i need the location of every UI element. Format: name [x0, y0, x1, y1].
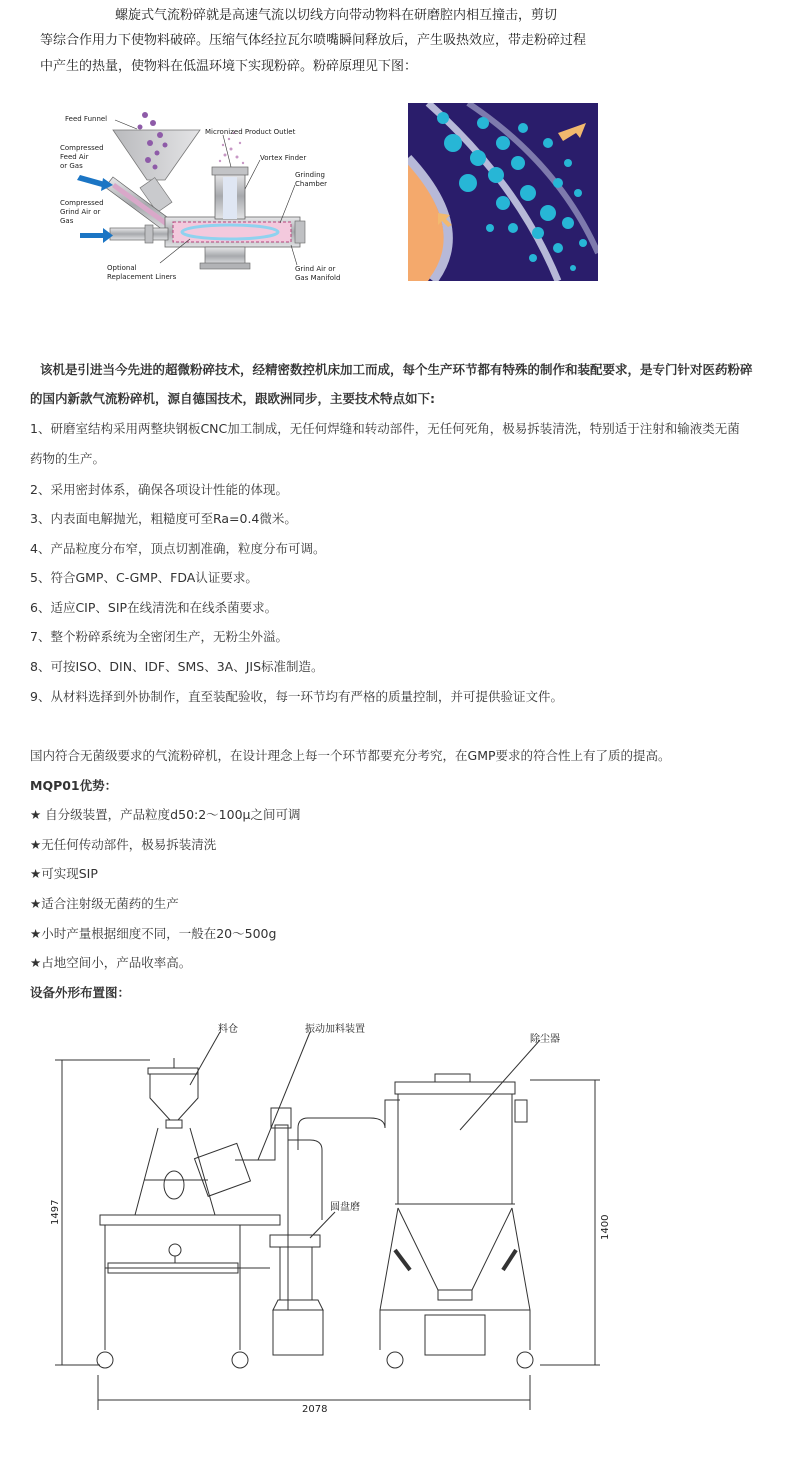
label-compressed-grind: Compressed [60, 199, 104, 207]
advantage-item: ★适合注射级无菌药的生产 [30, 896, 179, 911]
label-vibrating-feeder: 振动加料装置 [305, 1024, 365, 1035]
jet-mill-diagram [55, 105, 380, 295]
feature-item: 8、可按ISO、DIN、IDF、SMS、3A、JIS标准制造。 [30, 659, 324, 674]
advantages-title: MQP01优势： [30, 778, 118, 793]
advantage-item: ★无任何传动部件，极易拆装清洗 [30, 837, 217, 852]
dimension-width: 2078 [302, 1404, 328, 1415]
label-compressed-feed: Feed Air [60, 153, 89, 161]
label-grinding-chamber: Chamber [295, 180, 328, 188]
label-disc-mill: 圆盘磨 [330, 1202, 360, 1213]
feature-item: 9、从材料选择到外协制作，直至装配验收，每一环节均有严格的质量控制，并可提供验证文件。 [30, 689, 563, 704]
advantage-item: ★ 自分级装置，产品粒度d50:2～100μ之间可调 [30, 807, 301, 822]
advantage-item: ★小时产量根据细度不同，一般在20～500g [30, 926, 277, 941]
dimension-height-1: 1497 [50, 1199, 61, 1225]
label-product-outlet: Micronized Product Outlet [205, 128, 296, 136]
feature-item: 5、符合GMP、C-GMP、FDA认证要求。 [30, 570, 258, 585]
label-compressed-feed: Compressed [60, 144, 104, 152]
summary-text: 国内符合无菌级要求的气流粉碎机，在设计理念上每一个环节都要充分考究，在GMP要求的符合性上有了质的提高。 [30, 748, 671, 763]
feature-item: 7、整个粉碎系统为全密闭生产，无粉尘外溢。 [30, 629, 288, 644]
feature-item: 4、产品粒度分布窄，顶点切割准确，粒度分布可调。 [30, 541, 326, 556]
label-liners: Replacement Liners [107, 273, 177, 281]
layout-title: 设备外形布置图： [30, 985, 131, 1000]
grinding-particles-illustration [408, 103, 598, 281]
advantage-item: ★占地空间小，产品收率高。 [30, 955, 192, 970]
intro-bold-line-2: 的国内新款气流粉碎机，源自德国技术，跟欧洲同步，主要技术特点如下: [30, 391, 436, 406]
intro-line-2: 等综合作用力下使物料破碎。压缩气体经拉瓦尔喷嘴瞬间释放后，产生吸热效应，带走粉碎过程 [40, 33, 587, 48]
label-hopper: 料仓 [218, 1024, 238, 1035]
dimension-height-2: 1400 [600, 1214, 611, 1240]
label-vortex-finder: Vortex Finder [260, 154, 307, 162]
label-liners: Optional [107, 264, 137, 272]
label-compressed-grind: Grind Air or [60, 208, 101, 216]
label-compressed-feed: or Gas [60, 162, 83, 170]
feature-item: 2、采用密封体系，确保各项设计性能的体现。 [30, 482, 288, 497]
feature-item: 药物的生产。 [30, 451, 106, 466]
label-feed-funnel: Feed Funnel [65, 115, 108, 123]
label-compressed-grind: Gas [60, 217, 74, 225]
feature-item: 3、内表面电解抛光，粗糙度可至Ra=0.4微米。 [30, 511, 297, 526]
label-dust-collector: 除尘器 [530, 1034, 560, 1045]
label-manifold: Grind Air or [295, 265, 336, 273]
label-grinding-chamber: Grinding [295, 171, 325, 179]
intro-line-1: 螺旋式气流粉碎就是高速气流以切线方向带动物料在研磨腔内相互撞击，剪切 [115, 8, 558, 23]
equipment-layout-drawing [40, 1010, 620, 1430]
advantage-item: ★可实现SIP [30, 866, 98, 881]
intro-bold-line-1: 该机是引进当今先进的超微粉碎技术，经精密数控机床加工而成，每个生产环节都有特殊的制作和装配要求，是专门针对医药粉碎 [40, 362, 753, 377]
intro-line-3: 中产生的热量，使物料在低温环境下实现粉碎。粉碎原理见下图： [40, 59, 418, 74]
feature-item: 6、适应CIP、SIP在线清洗和在线杀菌要求。 [30, 600, 278, 615]
label-manifold: Gas Manifold [295, 274, 341, 282]
feature-item: 1、研磨室结构采用两整块钢板CNC加工制成，无任何焊缝和转动部件，无任何死角，极易拆装清洗，特别适于注射和输液类无菌 [30, 421, 740, 436]
product-particles [219, 132, 244, 164]
